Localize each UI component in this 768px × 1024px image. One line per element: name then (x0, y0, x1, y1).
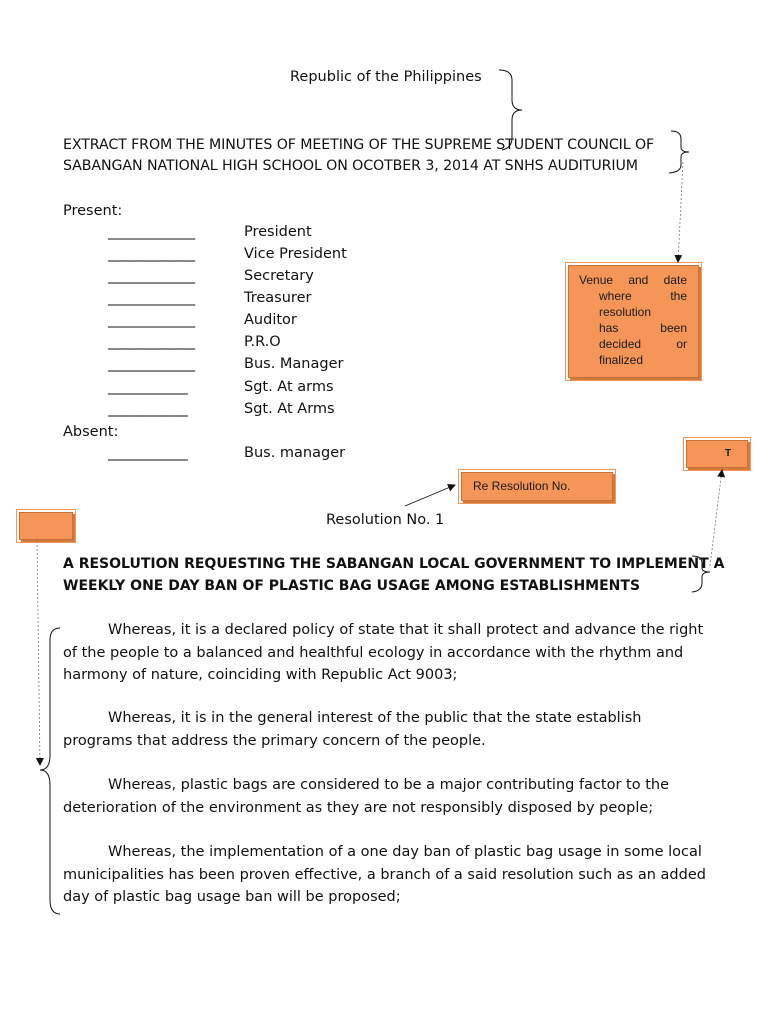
arrow-to-venue (678, 162, 683, 262)
signature-blank: ____________ (108, 312, 195, 328)
extract-heading-line-1: EXTRACT FROM THE MINUTES OF MEETING OF THE SUPREME STUDENT COUNCIL OF (63, 137, 655, 153)
whereas-text: Whereas, plastic bags are considered to be a major contributing factor to the deterioration of the environment as they are not responsibly disposed by people; (63, 777, 670, 816)
role-label: Secretary (244, 268, 314, 284)
callout-text: decided or (599, 337, 687, 351)
whereas-text: Whereas, it is in the general interest of the public that the state establish programs that address the primary concern of the people. (63, 710, 642, 749)
brace-body (40, 628, 60, 914)
resolution-title-line-2: WEEKLY ONE DAY BAN OF PLASTIC BAG USAGE AMONG ESTABLISHMENTS (63, 578, 641, 594)
whereas-text: Whereas, it is a declared policy of state that it shall protect and advance the right of the people to a balanced and healthful ecology in accordance with the rhythm and harmony of nature, coinciding with Republic Act 9003; (63, 622, 704, 683)
resolution-number: Resolution No. 1 (326, 512, 445, 528)
callout-text: where the (599, 289, 687, 303)
role-label: Sgt. At arms (244, 379, 334, 395)
signature-blank: ____________ (108, 268, 195, 284)
signature-blank: ____________ (108, 290, 195, 306)
signature-blank: ____________ (108, 356, 195, 372)
signature-blank: ____________ (108, 224, 195, 240)
republic-heading: Republic of the Philippines (290, 69, 482, 85)
callout-text: Venue and date (579, 273, 687, 287)
resolution-title-line-1: A RESOLUTION REQUESTING THE SABANGAN LOCAL GOVERNMENT TO IMPLEMENT A (63, 556, 725, 572)
callout-text: Re Resolution No. (473, 479, 571, 493)
present-label: Present: (63, 203, 123, 219)
role-label: Vice President (244, 246, 347, 262)
brace-header (669, 131, 689, 173)
role-label: Bus. Manager (244, 356, 344, 372)
callout-text: finalized (599, 353, 644, 367)
arrow-to-title-marker (710, 470, 722, 566)
whereas-text: Whereas, the implementation of a one day ban of plastic bag usage in some local municipalities has been proven effective, a branch of a said resolution such as an added day of plastic bag usage ban will be proposed; (63, 844, 706, 905)
signature-blank: ____________ (108, 334, 195, 350)
signature-blank: ___________ (108, 401, 188, 417)
brace-republic (499, 70, 522, 150)
signature-blank: ___________ (108, 445, 188, 461)
arrow-to-re-resolution (405, 485, 455, 506)
role-label: Bus. manager (244, 445, 346, 461)
role-label: Auditor (244, 312, 297, 328)
extract-heading-line-2: SABANGAN NATIONAL HIGH SCHOOL ON OCOTBER 3, 2014 AT SNHS AUDITURIUM (63, 158, 638, 174)
callout-text: resolution (599, 305, 652, 319)
absent-label: Absent: (63, 424, 119, 440)
role-label: P.R.O (244, 334, 281, 350)
brace-title (692, 556, 710, 592)
role-label: Sgt. At Arms (244, 401, 335, 417)
signature-blank: ____________ (108, 246, 195, 262)
signature-blank: ___________ (108, 379, 188, 395)
callout-text: T (725, 448, 732, 459)
callout-text: has been (599, 321, 687, 335)
role-label: President (244, 224, 312, 240)
arrow-from-body-marker (37, 541, 40, 765)
role-label: Treasurer (244, 290, 312, 306)
